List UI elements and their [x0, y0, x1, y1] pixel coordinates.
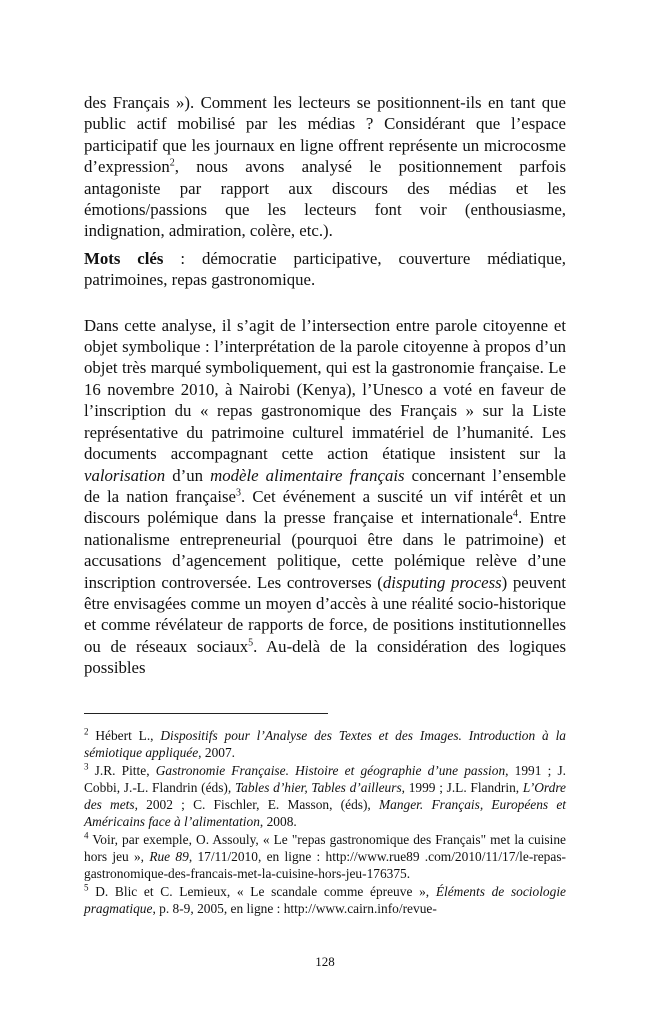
- body-text: . Au-delà de la considération des logiques possibles: [84, 636, 567, 678]
- abstract-text: des Français »). Comment les lecteurs se positionnent-ils en tant que public actif mobilisé par les médias ? Considérant que l’espace participatif que les journaux en ligne offrent représente un microcosme d’expression: [84, 93, 566, 177]
- footnote-italic: Rue 89: [149, 849, 189, 865]
- footnote-ref-3[interactable]: 3: [235, 487, 241, 499]
- body-text: d’un: [165, 465, 211, 485]
- paragraph-gap: [84, 291, 566, 315]
- footnote-italic: Dispositifs pour l’Analyse des Textes et des Images. Introduction à la sémiotique appliquée: [84, 728, 566, 761]
- footnote-text: , 2007.: [198, 745, 235, 761]
- footnote-number: 2: [84, 726, 89, 737]
- footnote-text: , 17/11/2010, en ligne : http://www.rue89 .com/2010/11/17/le-repas-gastronomique-des-francais-met-la-cuisine-hors-jeu-176375.: [84, 849, 566, 882]
- footnote-4: [84, 831, 566, 883]
- footnote-2: [84, 727, 566, 762]
- footnote-text: Hébert L.,: [88, 728, 161, 743]
- page-number: 128: [315, 954, 335, 969]
- footnote-text: D. Blic et C. Lemieux, « Le scandale comme épreuve »,: [88, 883, 436, 899]
- footnote-number: 3: [84, 761, 89, 772]
- footnote-text: Voir, par exemple, O. Assouly, « Le "repas gastronomique des Français" met la cuisine hors jeu »,: [84, 831, 566, 865]
- footnote-ref-4[interactable]: 4: [512, 508, 518, 520]
- body-text: . Cet événement a suscité un vif intérêt et un discours polémique dans la presse française et internationale: [84, 486, 566, 528]
- main-text: [84, 92, 566, 679]
- body-paragraph: [84, 315, 566, 679]
- body-text: concernant l’ensemble de la nation française: [84, 465, 566, 506]
- abstract-paragraph: [84, 92, 566, 242]
- footnote-3: [84, 762, 566, 831]
- footnote-italic: Gastronomie Française. Histoire et géographie d’une passion: [155, 762, 506, 778]
- footnote-text: , 1999 ; J.L. Flandrin,: [401, 779, 523, 795]
- body-italic: modèle alimentaire français: [210, 465, 405, 485]
- footnote-text: , 1991 ; J. Cobbi, J.-L. Flandrin (éds): [84, 762, 567, 795]
- abstract-text-end: , nous avons analysé le positionnement parfois antagoniste par rapport aux discours des médias et les émotions/passions que les lecteurs font voir (enthousiasme, indignation, admiration, colère, etc.).: [84, 157, 566, 241]
- footnote-text: , p. 8-9, 2005, en ligne : http://www.cairn.info/revue-: [152, 900, 437, 916]
- body-text: ) peuvent être envisagées comme un moyen d’accès à une réalité socio-historique et comme révélateur de rapports de force, de positions institutionnelles ou de réseaux sociaux: [84, 572, 567, 656]
- body-italic: disputing process: [382, 572, 502, 592]
- keywords-text: démocratie participative, couverture médiatique, patrimoines, repas gastronomique.: [84, 248, 566, 290]
- footnote-italic: L’Ordre des mets: [84, 779, 566, 813]
- footnote-number: 5: [84, 882, 89, 893]
- footnote-text: , 2008.: [259, 814, 297, 830]
- footnote-italic: , Tables d’hier, Tables d’ailleurs: [227, 779, 402, 795]
- keywords-paragraph: [84, 248, 566, 291]
- footnote-ref-2[interactable]: 2: [169, 157, 175, 169]
- keywords-separator: :: [163, 248, 202, 268]
- footnote-italic: Éléments de sociologie pragmatique: [84, 883, 566, 916]
- footnote-number: 4: [84, 830, 89, 841]
- keywords-label: Mots clés: [84, 248, 164, 268]
- footnote-italic: Manger. Français, Européens et Américains face à l’alimentation: [84, 797, 567, 830]
- footnote-ref-5[interactable]: 5: [248, 637, 254, 649]
- footnotes: [84, 727, 566, 917]
- footnote-text: J.R. Pitte,: [88, 762, 156, 778]
- footnote-text: , 2002 ; C. Fischler, E. Masson, (éds),: [134, 797, 379, 813]
- footnote-divider: [84, 713, 328, 714]
- footnote-5: [84, 883, 566, 918]
- body-italic: valorisation: [84, 465, 166, 485]
- body-text: Dans cette analyse, il s’agit de l’intersection entre parole citoyenne et objet symbolique : l’interprétation de la parole citoyenne à propos d’un objet très marqué symboliquement, qui est la gastronomie française. Le 16 novembre 2010, à Nairobi (Kenya), l’Unesco a voté en faveur de l’inscription du « repas gastronomique des Français » sur la Liste représentative du patrimoine culturel immatériel de l’humanité. Les documents accompagnant cette action étatique insistent sur la: [84, 315, 566, 464]
- body-text: . Entre nationalisme entrepreneurial (pourquoi être dans le patrimoine) et accusations d’agencement politique, cette polémique relève d’une inscription controversée. Les controverses (: [84, 508, 566, 592]
